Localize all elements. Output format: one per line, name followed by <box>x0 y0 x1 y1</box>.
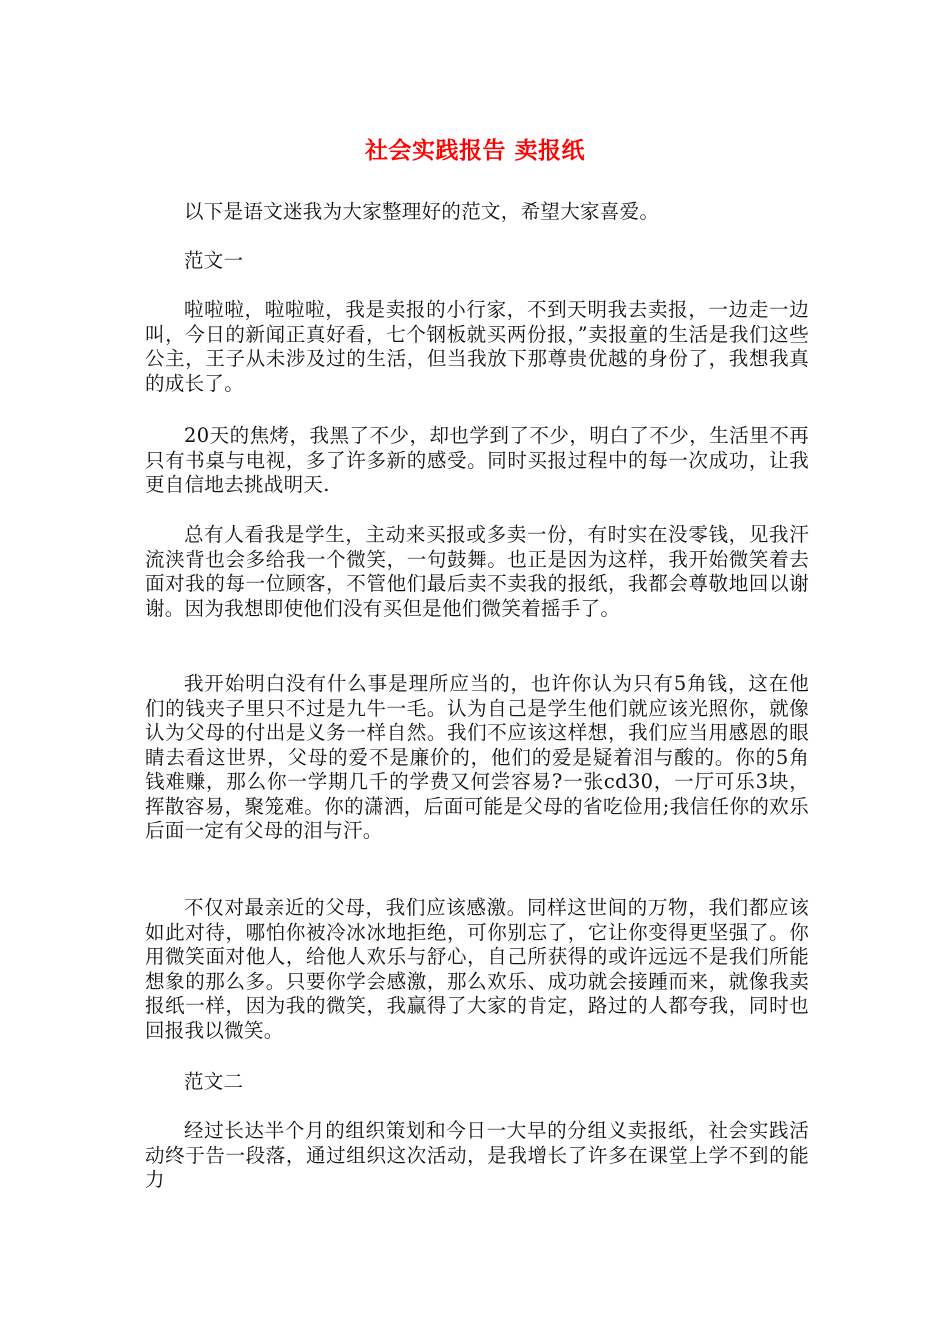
section1-paragraph-5: 不仅对最亲近的父母，我们应该感激。同样这世间的万物，我们都应该如此对待，哪怕你被冷冰冰地拒绝，可你别忘了，它让你变得更坚强了。你用微笑面对他人，给他人欢乐与舒心，自己所获得的或许远远不是我们所能想象的那么多。只要你学会感激，那么欢乐、成功就会接踵而来，就像我卖报纸一样，因为我的微笑，我赢得了大家的肯定，路过的人都夸我，同时也回报我以微笑。 <box>145 896 809 1042</box>
document-title: 社会实践报告 卖报纸 <box>364 138 585 164</box>
section2-heading: 范文二 <box>184 1070 244 1093</box>
section1-paragraph-4: 我开始明白没有什么事是理所应当的，也许你认为只有5角钱，这在他们的钱夹子里只不过是九牛一毛。认为自己是学生他们就应该光照你，就像认为父母的付出是义务一样自然。我们不应该这样想，我们应当用感恩的眼睛去看这世界，父母的爱不是廉价的，他们的爱是疑着泪与酸的。你的5角钱难赚，那么你一学期几千的学费又何尝容易?一张cd30，一厅可乐3块，挥散容易，聚笼难。你的潇洒，后面可能是父母的省吃俭用;我信任你的欢乐后面一定有父母的泪与汗。 <box>145 672 809 842</box>
intro-paragraph: 以下是语文迷我为大家整理好的范文，希望大家喜爱。 <box>184 200 660 223</box>
section2-paragraph-1: 经过长达半个月的组织策划和今日一大早的分组义卖报纸，社会实践活动终于告一段落，通过组织这次活动，是我增长了许多在课堂上学不到的能力 <box>145 1119 809 1191</box>
section1-heading: 范文一 <box>184 249 244 272</box>
section1-paragraph-2: 20天的焦烤，我黑了不少，却也学到了不少，明白了不少，生活里不再只有书桌与电视，多了许多新的感受。同时买报过程中的每一次成功，让我更自信地去挑战明天. <box>145 424 809 496</box>
section1-paragraph-3: 总有人看我是学生，主动来买报或多卖一份，有时实在没零钱，见我汗流浃背也会多给我一个微笑，一句鼓舞。也正是因为这样，我开始微笑着去面对我的每一位顾客，不管他们最后卖不卖我的报纸，我都会尊敬地回以谢谢。因为我想即使他们没有买但是他们微笑着摇手了。 <box>145 523 809 620</box>
section1-paragraph-1: 啦啦啦，啦啦啦，我是卖报的小行家，不到天明我去卖报，一边走一边叫，今日的新闻正真好看，七个钢板就买两份报，”卖报童的生活是我们这些公主，王子从未涉及过的生活，但当我放下那尊贵优越的身份了，我想我真的成长了。 <box>145 298 809 395</box>
